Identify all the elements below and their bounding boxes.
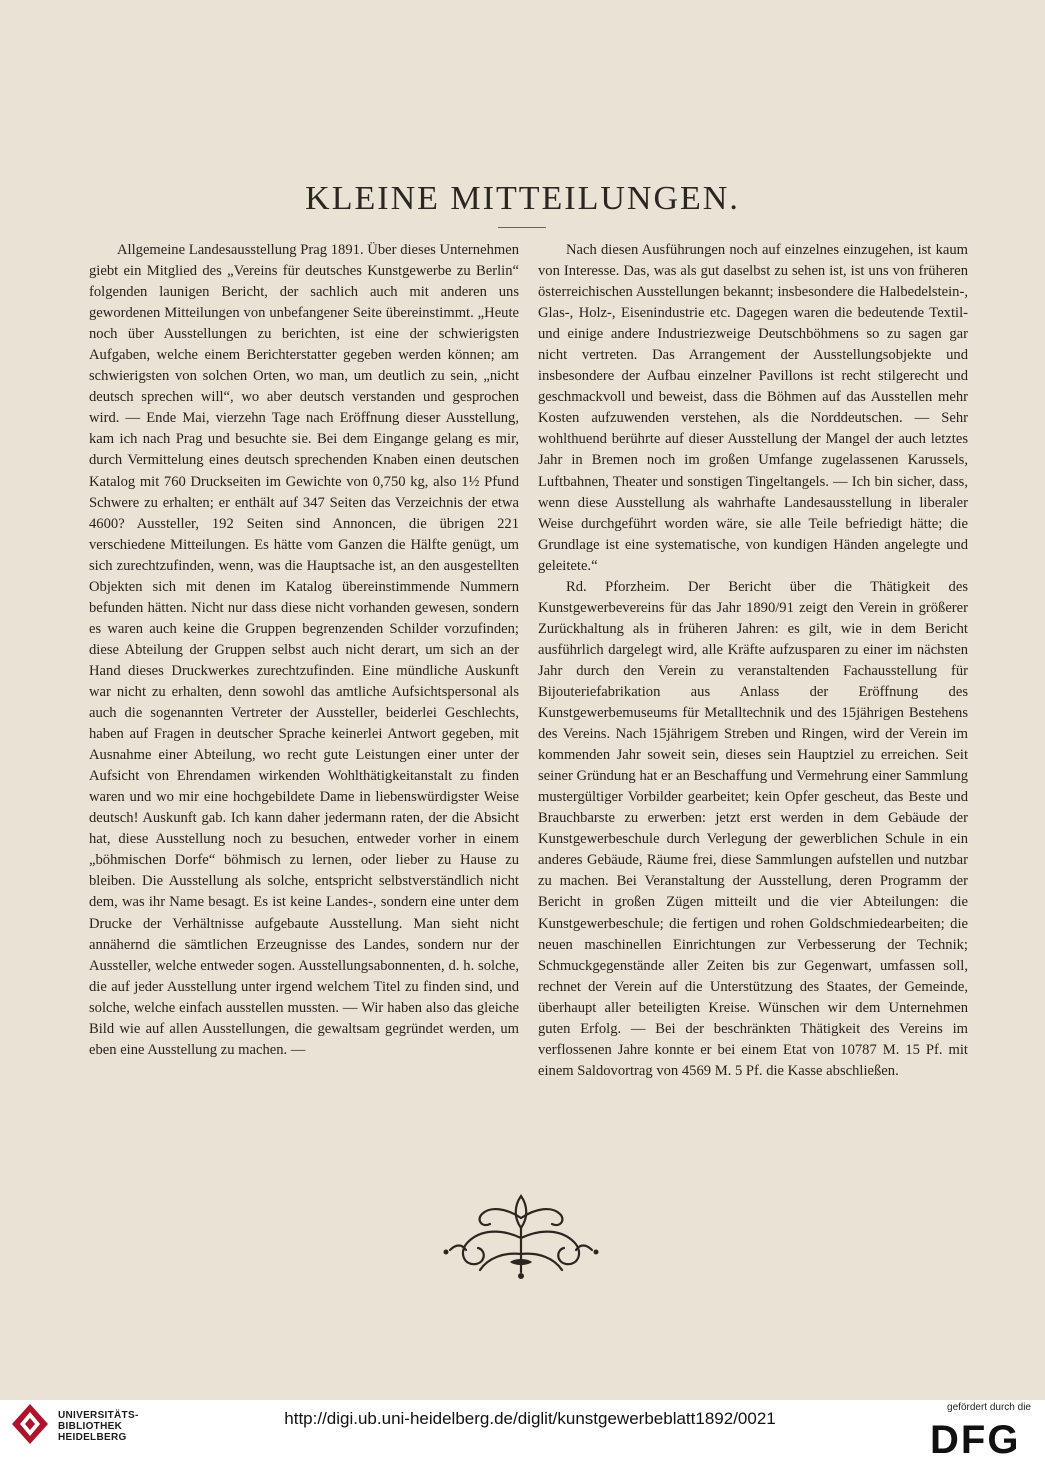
library-line-1: UNIVERSITÄTS- — [58, 1410, 139, 1421]
left-column — [89, 240, 519, 1061]
university-library-logo-icon — [10, 1402, 50, 1446]
right-column — [538, 240, 968, 1082]
dfg-logo: DFG — [930, 1418, 1021, 1462]
funded-by-label: gefördert durch die — [947, 1402, 1031, 1413]
right-paragraph-1: Nach diesen Ausführungen noch auf einzelnes einzugehen, ist kaum von Interesse. Das, was als gut daselbst zu sehen ist, ist uns von früheren österreichischen Ausstellungen bekannt; insbesondere die Halbedelstein-, Glas-, Holz-, Eisenindustrie etc. Dagegen waren die bedeutende Textil- und einige andere Industriezweige Deutschböhmens so zu sagen gar nicht vertreten. Das Arrangement der Ausstellungsobjekte und insbesondere der Aufbau einzelner Pavillons ist recht stilgerecht und geschmackvoll und beweist, dass die Böhmen auf das Ausstellen mehr Kosten aufzuwenden verstehen, als die Norddeutschen. — Sehr wohlthuend berührte auf dieser Ausstellung der Mangel der auch letztes Jahr in Bremen noch im großen Umfange zugelassenen Karussels, Luftbahnen, Theater und sonstigen Tingeltangels. — Ich bin sicher, dass, wenn diese Ausstellung als wahrhafte Landesausstellung in liberaler Weise durchgeführt worden wäre, sie alle Teile befriedigt hätte; die Grundlage ist eine systematische, von kundigen Händen angelegte und geleitete.“ — [538, 242, 968, 574]
library-line-3: HEIDELBERG — [58, 1432, 127, 1443]
library-line-2: BIBLIOTHEK — [58, 1421, 123, 1432]
left-paragraph: Allgemeine Landesausstellung Prag 1891. Über dieses Unternehmen giebt ein Mitglied des „Vereins für deutsches Kunstgewerbe zu Berlin“ folgenden launigen Bericht, der sachlich auch mit anderen uns gewordenen Mitteilungen von unbefangener Seite übereinstimmt. „Heute noch über Ausstellungen zu berichten, ist eine der schwierigsten Aufgaben, welche einem Berichterstatter gegeben werden können; am schwierigsten von solchen Orten, wo man, um deutlich zu sein, „nicht deutsch sprechen will“, wo aber deutsch verstanden und gesprochen wird. — Ende Mai, vierzehn Tage nach Eröffnung dieser Ausstellung, kam ich nach Prag und besuchte sie. Bei dem Eingange gelang es mir, durch Vermittelung eines deutsch sprechenden Knaben einen deutschen Katalog mit 760 Druckseiten im Gewichte von 0,750 kg, also 1½ Pfund Schwere zu erhalten; er enthält auf 347 Seiten das Verzeichnis der etwa 4600? Aussteller, 192 Seiten sind Annoncen, die übrigen 221 verschiedene Mitteilungen. Es hätte vom Ganzen die Hälfte genügt, um sich zurechtzufinden, wenn, was die Hauptsache ist, an den ausgestellten Objekten sich mit denen im Katalog übereinstimmende Nummern befunden hätten. Nicht nur dass diese nicht vorhanden gewesen, sondern es waren auch keine die Gruppen begrenzenden Schilder vorzufinden; diese Abteilung der Gruppen selbst auch nicht derart, um sich an der Hand dieses Druckwerkes zurechtzufinden. Eine mündliche Auskunft war nicht zu erhalten, denn sowohl das amtliche Aufsichtspersonal als auch die sogenannten Vertreter der Aussteller, beiderlei Geschlechts, haben auf Fragen in deutscher Sprache keinerlei Antwort gegeben, mit Ausnahme einer Abteilung, wo recht gute Leistungen einer unter der Aufsicht von Ehrendamen wirkenden Wohlthätigkeitanstalt zu finden waren und wo mir eine hochgebildete Dame in liebenswürdigster Weise deutsch! Auskunft gab. Ich kann daher jedermann raten, der die Absicht hat, diese Ausstellung noch zu besuchen, entweder vorher in einem „böhmischen Dorfe“ böhmisch zu lernen, oder lieber zu Hause zu bleiben. Die Ausstellung als solche, entspricht selbstverständlich nicht dem, was ihr Name besagt. Es ist keine Landes-, sondern eine unter dem Drucke der Verhältnisse aufgebaute Ausstellung. Man sieht nicht annähernd die sämtlichen Erzeugnisse des Landes, sondern nur der Aussteller, welche entweder sogen. Ausstellungsabonnenten, d. h. solche, die auf jeder Ausstellung unter irgend welchem Titel zu finden sind, und solche, welche einfach ausstellen mussten. — Wir haben also das gleiche Bild wie auf allen Ausstellungen, die gewaltsam gegründet werden, um eben eine Ausstellung zu machen. — — [89, 242, 519, 1058]
library-name — [58, 1410, 139, 1443]
floral-ornament-icon — [440, 1188, 602, 1280]
title-rule — [498, 227, 546, 228]
source-url-link[interactable]: http://digi.ub.uni-heidelberg.de/diglit/kunstgewerbeblatt1892/0021 — [284, 1409, 776, 1428]
right-paragraph-2: Rd. Pforzheim. Der Bericht über die Thätigkeit des Kunstgewerbevereins für das Jahr 1890/91 zeigt den Verein in größerer Zurückhaltung als in früheren Jahren: es gilt, wie in dem Bericht ausführlich dargelegt wird, alle Kräfte aufzusparen zu einer im nächsten Jahr durch den Verein zu veranstaltenden Fachausstellung für Bijouteriefabrikation aus Anlass der Eröffnung des Kunstgewerbemuseums für Metalltechnik und des 15jährigen Bestehens des Vereins. Nach 15jährigem Streben und Ringen, wird der Verein im kommenden Jahr soweit sein, dieses sein Hauptziel zu erreichen. Seit seiner Gründung hat er an Beschaffung und Vermehrung einer Sammlung mustergültiger Vorbilder gearbeitet; kein Opfer gescheut, das Beste und Brauchbarste zu erwerben: jetzt erst werden in dem Gebäude der Kunstgewerbeschule durch Verlegung der gewerblichen Schule in ein anderes Gebäude, Räume frei, diese Sammlungen aufstellen und nutzbar zu machen. Bei Veranstaltung der Ausstellung, deren Programm der Bericht in großen Zügen mitteilt und die vier Abteilungen: die Kunstgewerbeschule; die fertigen und rohen Goldschmiedearbeiten; die neuen maschinellen Einrichtungen zur Verbesserung der Technik; Schmuckgegenstände aller Zeiten bis zur Gegenwart, umfassen soll, rechnet der Verein auf die Unterstützung des Staates, der Gemeinde, überhaupt aller beteiligten Kreise. Wünschen wir dem Unternehmen guten Erfolg. — Bei der beschränkten Thätigkeit des Vereins im verflossenen Jahre konnte er bei einem Etat von 10787 M. 15 Pf. mit einem Saldovortrag von 4569 M. 5 Pf. die Kasse abschließen. — [538, 578, 968, 1079]
page-title: KLEINE MITTEILUNGEN. — [305, 180, 740, 217]
